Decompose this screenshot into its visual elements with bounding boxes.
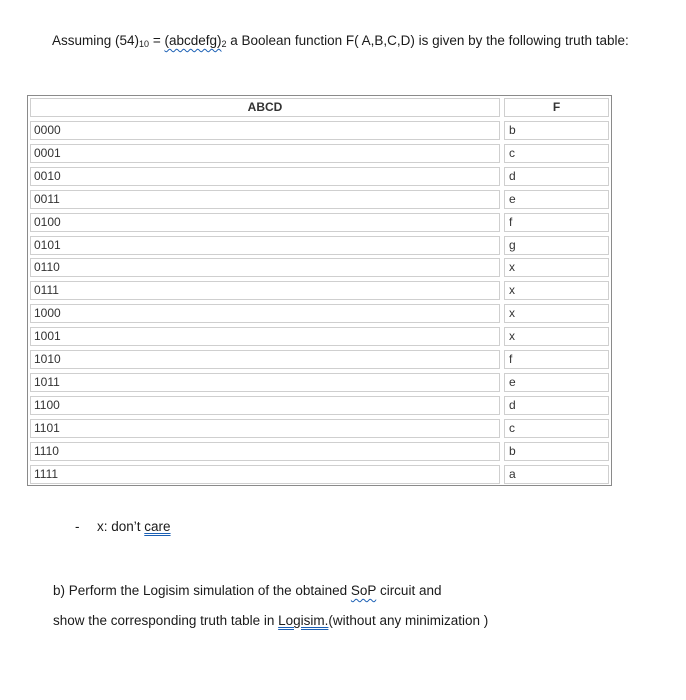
cell-input: 1000 (30, 304, 500, 323)
cell-output: x (504, 304, 609, 323)
table-row (28, 234, 611, 257)
table-row (28, 417, 611, 440)
cell-output: x (504, 258, 609, 277)
cell-input: 1010 (30, 350, 500, 369)
part-b-line2-prefix: show the corresponding truth table in (53, 613, 279, 628)
part-b-line-2 (53, 613, 488, 628)
cell-output: x (504, 281, 609, 300)
intro-base-2: 2 (221, 39, 227, 49)
table-row (28, 279, 611, 302)
intro-base-10: 10 (139, 39, 150, 49)
cell-input: 1110 (30, 442, 500, 461)
cell-input: 0100 (30, 213, 500, 232)
cell-output: c (504, 144, 609, 163)
cell-output: f (504, 350, 609, 369)
dont-care-note (75, 519, 171, 534)
intro-statement (52, 33, 629, 49)
cell-output: b (504, 121, 609, 140)
cell-output: e (504, 373, 609, 392)
note-text: x: don’t (97, 519, 145, 534)
table-row (28, 371, 611, 394)
part-b-logisim: Logisim. (278, 613, 329, 628)
cell-input: 0001 (30, 144, 500, 163)
table-row (28, 394, 611, 417)
cell-input: 0101 (30, 236, 500, 255)
intro-prefix: Assuming (54) (52, 33, 140, 48)
part-b-sop: SoP (350, 583, 377, 598)
cell-input: 0011 (30, 190, 500, 209)
part-b-line-1 (53, 583, 441, 598)
table-row (28, 302, 611, 325)
table-row (28, 256, 611, 279)
part-b-line2-suffix: (without any minimization ) (328, 613, 489, 628)
cell-output: x (504, 327, 609, 346)
part-b-line1-prefix: b) Perform the Logisim simulation of the obtained (53, 583, 351, 598)
cell-input: 0111 (30, 281, 500, 300)
cell-input: 1001 (30, 327, 500, 346)
cell-input: 1011 (30, 373, 500, 392)
cell-input: 0000 (30, 121, 500, 140)
table-row (28, 165, 611, 188)
table-row (28, 325, 611, 348)
cell-output: c (504, 419, 609, 438)
cell-input: 0110 (30, 258, 500, 277)
cell-input: 1111 (30, 465, 500, 484)
intro-rest: a Boolean function F( A,B,C,D) is given by the following truth table: (226, 33, 629, 48)
cell-output: f (504, 213, 609, 232)
cell-input: 1101 (30, 419, 500, 438)
intro-binary: (abcdefg) (164, 33, 222, 48)
header-abcd: ABCD (30, 98, 500, 117)
cell-input: 1100 (30, 396, 500, 415)
cell-output: g (504, 236, 609, 255)
note-dash: - (75, 519, 80, 534)
table-row (28, 348, 611, 371)
table-row (28, 119, 611, 142)
table-row (28, 440, 611, 463)
table-header-row (28, 96, 611, 119)
cell-output: d (504, 396, 609, 415)
intro-equals: = (149, 33, 165, 48)
table-row (28, 142, 611, 165)
part-b-line1-suffix: circuit and (376, 583, 442, 598)
header-f: F (504, 98, 609, 117)
table-row (28, 188, 611, 211)
table-row (28, 463, 611, 486)
table-row (28, 211, 611, 234)
truth-table (27, 95, 612, 486)
cell-output: b (504, 442, 609, 461)
note-care: care (144, 519, 171, 534)
cell-output: e (504, 190, 609, 209)
cell-output: d (504, 167, 609, 186)
cell-input: 0010 (30, 167, 500, 186)
cell-output: a (504, 465, 609, 484)
